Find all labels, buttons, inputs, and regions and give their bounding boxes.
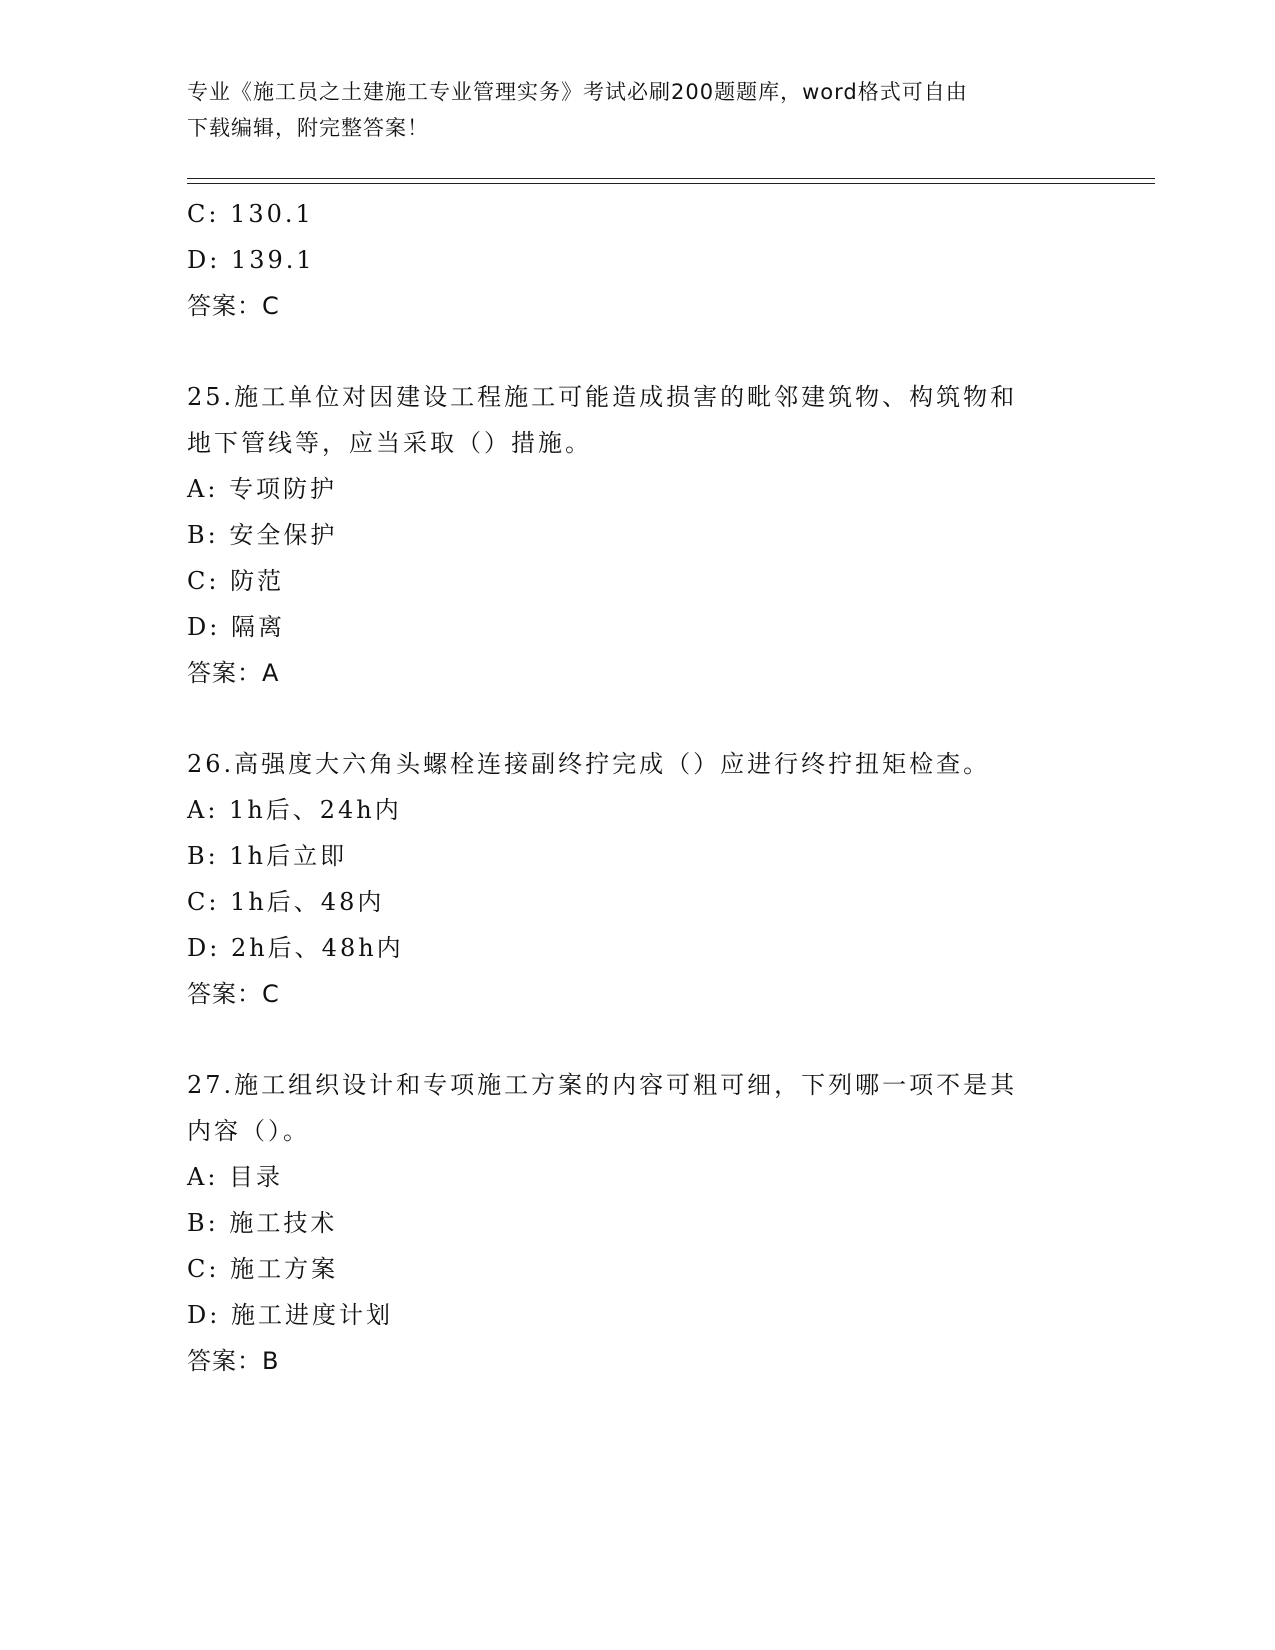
header-line-2: 下载编辑，附完整答案！ xyxy=(187,116,429,140)
option-a: A: 1h后、24h内 xyxy=(187,796,402,824)
answer-line: 答案：C xyxy=(187,980,280,1008)
spacer xyxy=(187,1017,1087,1062)
question-27 xyxy=(187,1062,1087,1384)
spacer xyxy=(187,329,1087,374)
option-c: C: 130.1 xyxy=(187,200,314,228)
option-d: D: 2h后、48h内 xyxy=(187,934,404,962)
option-d: D: 隔离 xyxy=(187,613,285,641)
option-c: C: 防范 xyxy=(187,567,285,595)
question-text-line: 27.施工组织设计和专项施工方案的内容可粗可细，下列哪一项不是其 xyxy=(187,1071,1018,1099)
spacer xyxy=(187,696,1087,741)
option-b: B: 安全保护 xyxy=(187,521,338,549)
question-text-line: 25.施工单位对因建设工程施工可能造成损害的毗邻建筑物、构筑物和 xyxy=(187,383,1018,411)
question-text-line: 内容（）。 xyxy=(187,1117,310,1145)
option-c: C: 施工方案 xyxy=(187,1255,339,1283)
question-text-line: 26.高强度大六角头螺栓连接副终拧完成（）应进行终拧扭矩检查。 xyxy=(187,750,991,778)
question-26 xyxy=(187,741,1087,1017)
option-c: C: 1h后、48内 xyxy=(187,888,385,916)
question-text-line: 地下管线等，应当采取（）措施。 xyxy=(187,429,592,457)
document-header xyxy=(187,74,1067,146)
option-d: D: 施工进度计划 xyxy=(187,1301,393,1329)
header-divider-top xyxy=(187,178,1155,179)
question-25 xyxy=(187,374,1087,696)
header-divider-bottom xyxy=(187,183,1155,184)
option-b: B: 1h后立即 xyxy=(187,842,348,870)
option-a: A: 专项防护 xyxy=(187,475,338,503)
question-list xyxy=(187,191,1087,1384)
option-d: D: 139.1 xyxy=(187,246,315,274)
header-line-1: 专业《施工员之土建施工专业管理实务》考试必刷200题题库，word格式可自由 xyxy=(187,80,968,104)
answer-line: 答案：C xyxy=(187,292,280,320)
option-b: B: 施工技术 xyxy=(187,1209,338,1237)
prev-question xyxy=(187,191,1087,329)
answer-line: 答案：A xyxy=(187,659,280,687)
option-a: A: 目录 xyxy=(187,1163,284,1191)
answer-line: 答案：B xyxy=(187,1347,280,1375)
